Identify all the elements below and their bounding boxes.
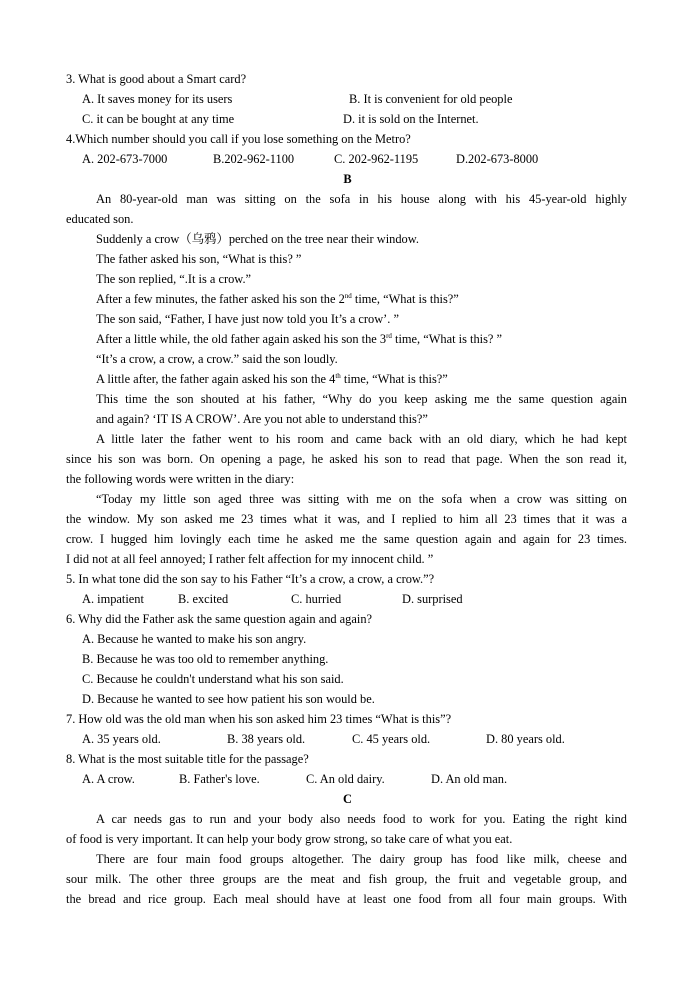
question-4-options — [82, 149, 642, 169]
text-segment: After a few minutes, the father asked his son the 2 — [96, 292, 345, 306]
question-5-option-a: A. impatient — [82, 592, 144, 606]
passage-c-line: of food is very important. It can help your body grow strong, so take care of what you eat. — [66, 832, 513, 846]
passage-b-line: The son replied, “.It is a crow.” — [96, 272, 252, 286]
question-8-option-c: C. An old dairy. — [306, 772, 385, 786]
passage-b-line: the following words were written in the diary: — [66, 472, 295, 486]
ordinal-suffix: nd — [344, 291, 352, 300]
passage-b-diary-line: the window. My son asked me 23 times what it was, and I replied to him all 23 times that it was a — [66, 512, 627, 526]
passage-b-p1-line-1: An 80-year-old man was sitting on the sofa in his house along with his 45-year-old highly — [96, 192, 627, 206]
question-8-option-d: D. An old man. — [431, 772, 508, 786]
question-8-options — [82, 769, 642, 789]
passage-c-line: A car needs gas to run and your body also needs food to work for you. Eating the right kind — [96, 812, 627, 826]
passage-b-line: since his son was born. On opening a page, he asked his son to read that page. When the son read it, — [66, 452, 627, 466]
question-7-option-d: D. 80 years old. — [486, 732, 565, 746]
question-8-option-a: A. A crow. — [82, 772, 135, 786]
passage-b-line: “It’s a crow, a crow, a crow.” said the son loudly. — [96, 352, 338, 366]
text-segment: After a little while, the old father again asked his son the 3 — [96, 332, 387, 346]
question-3-option-c: C. it can be bought at any time — [82, 112, 235, 126]
question-3-stem: 3. What is good about a Smart card? — [66, 72, 247, 86]
question-5-option-d: D. surprised — [402, 592, 463, 606]
question-6-option-c: C. Because he couldn't understand what his son said. — [82, 672, 344, 686]
text-segment: A little after, the father again asked his son the 4 — [96, 372, 336, 386]
question-5-stem: 5. In what tone did the son say to his Father “It’s a crow, a crow, a crow.”? — [66, 572, 435, 586]
passage-b-diary-line: crow. I hugged him lovingly each time he asked me the same question again and again for 23 times. — [66, 532, 627, 546]
ordinal-suffix: th — [335, 371, 341, 380]
passage-c-line: There are four main food groups altogether. The dairy group has food like milk, cheese and — [96, 852, 627, 866]
question-6-stem: 6. Why did the Father ask the same question again and again? — [66, 612, 373, 626]
passage-c-line: the bread and rice group. Each meal should have at least one food from all four main groups. With — [66, 892, 627, 906]
question-4-stem: 4.Which number should you call if you lose something on the Metro? — [66, 132, 411, 146]
passage-c-line: sour milk. The other three groups are the meat and fish group, the fruit and vegetable group, and — [66, 872, 627, 886]
question-6-option-a: A. Because he wanted to make his son angry. — [82, 632, 307, 646]
question-6-option-b: B. Because he was too old to remember anything. — [82, 652, 329, 666]
question-4-option-d: D.202-673-8000 — [456, 152, 539, 166]
ordinal-suffix: rd — [386, 331, 392, 340]
text-segment: time, “What is this? ” — [391, 332, 503, 346]
passage-b-heading: B — [343, 172, 352, 186]
passage-b-line — [96, 289, 459, 309]
passage-b-line: Suddenly a crow（乌鸦）perched on the tree near their window. — [96, 232, 419, 246]
question-7-stem: 7. How old was the old man when his son asked him 23 times “What is this”? — [66, 712, 452, 726]
question-3-option-a: A. It saves money for its users — [82, 92, 233, 106]
question-7-option-b: B. 38 years old. — [227, 732, 306, 746]
passage-b-line: The son said, “Father, I have just now told you It’s a crow’. ” — [96, 312, 400, 326]
text-segment: time, “What is this?” — [351, 292, 459, 306]
question-3-option-d: D. it is sold on the Internet. — [343, 112, 479, 126]
question-7-option-a: A. 35 years old. — [82, 732, 161, 746]
question-5-options — [82, 589, 642, 609]
question-6-option-d: D. Because he wanted to see how patient his son would be. — [82, 692, 375, 706]
question-7-option-c: C. 45 years old. — [352, 732, 431, 746]
question-4-option-a: A. 202-673-7000 — [82, 152, 168, 166]
passage-b-line: This time the son shouted at his father, “Why do you keep asking me the same question again — [96, 392, 627, 406]
question-4-option-b: B.202-962-1100 — [213, 152, 295, 166]
passage-b-line — [96, 369, 448, 389]
question-3-option-b: B. It is convenient for old people — [349, 92, 513, 106]
passage-b-line: A little later the father went to his room and came back with an old diary, which he had kept — [96, 432, 627, 446]
passage-c-heading: C — [343, 792, 352, 806]
passage-b-line — [96, 329, 502, 349]
question-3-options-row-1 — [82, 89, 642, 109]
passage-b-diary-line: I did not at all feel annoyed; I rather felt affection for my innocent child. ” — [66, 552, 434, 566]
question-7-options — [82, 729, 642, 749]
passage-b-line: and again? ‘IT IS A CROW’. Are you not able to understand this?” — [96, 412, 428, 426]
question-8-stem: 8. What is the most suitable title for the passage? — [66, 752, 309, 766]
text-segment: time, “What is this?” — [340, 372, 448, 386]
passage-b-p1-line-2: educated son. — [66, 212, 134, 226]
question-4-option-c: C. 202-962-1195 — [334, 152, 419, 166]
question-5-option-b: B. excited — [178, 592, 229, 606]
question-8-option-b: B. Father's love. — [179, 772, 260, 786]
question-3-options-row-2 — [82, 109, 642, 129]
passage-b-diary-line: “Today my little son aged three was sitting with me on the sofa when a crow was sitting on — [96, 492, 627, 506]
passage-b-line: The father asked his son, “What is this? ” — [96, 252, 302, 266]
question-5-option-c: C. hurried — [291, 592, 342, 606]
